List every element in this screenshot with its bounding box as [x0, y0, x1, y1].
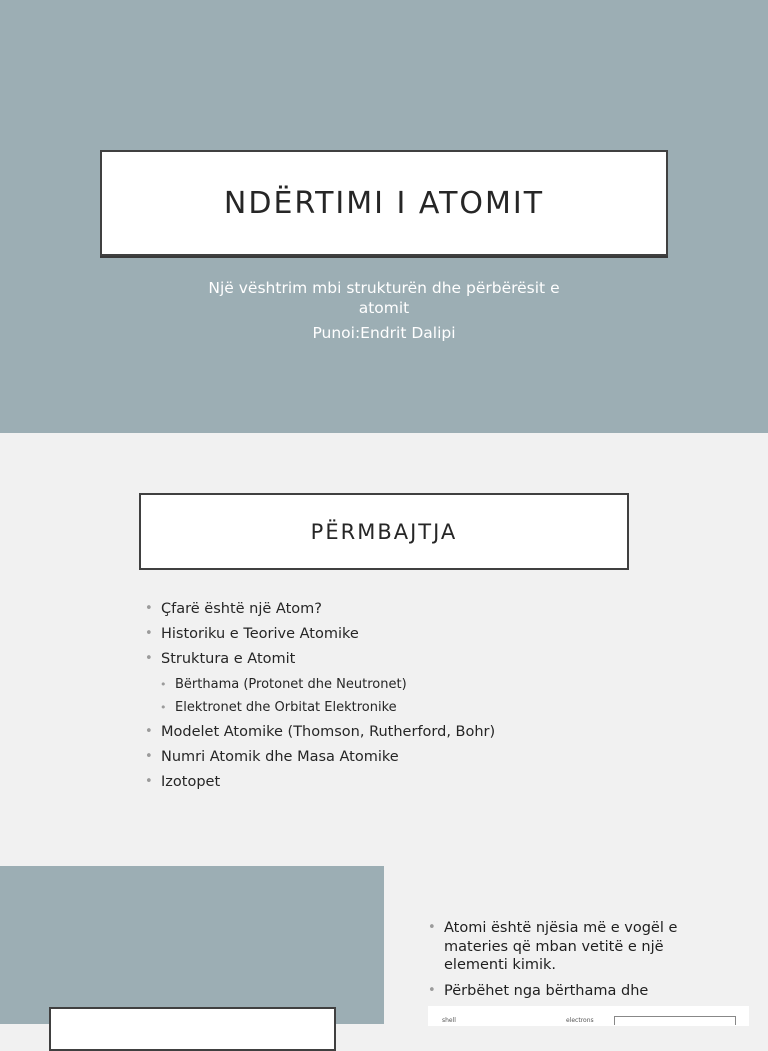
list-item-text: Bërthama (Protonet dhe Neutronet) [175, 676, 407, 692]
list-item [428, 919, 718, 975]
title-box [100, 150, 668, 256]
definition-list [428, 919, 718, 1007]
contents-heading: PËRMBAJTJA [310, 519, 458, 544]
list-item [145, 749, 705, 774]
bullet-icon: • [145, 651, 153, 667]
image-label: shell [442, 1017, 456, 1024]
contents-list [145, 601, 705, 799]
bullet-icon: • [145, 773, 153, 789]
bullet-icon: • [160, 701, 167, 715]
list-item-text: Struktura e Atomit [161, 651, 296, 668]
definition-slide [0, 866, 768, 1024]
list-item [145, 626, 705, 651]
list-item-text: Izotopet [161, 773, 221, 790]
heading-box [49, 1007, 336, 1051]
list-item [145, 601, 705, 626]
list-item-text: Çfarë është një Atom? [161, 601, 322, 617]
list-subitem [145, 677, 705, 701]
contents-heading-box [139, 493, 629, 570]
list-item-text: Elektronet dhe Orbitat Elektronike [175, 700, 397, 716]
bullet-icon: • [145, 601, 153, 616]
atom-diagram-image [428, 1006, 749, 1026]
contents-slide [0, 433, 768, 866]
image-label: electrons [566, 1017, 594, 1024]
list-item [145, 651, 705, 676]
left-panel [0, 866, 384, 1024]
slide-subtitle: Një vështrim mbi strukturën dhe përbërësit e atomit [208, 279, 560, 317]
bullet-icon: • [145, 626, 153, 642]
bullet-icon: • [160, 677, 167, 691]
bullet-icon: • [145, 748, 153, 764]
list-subitem [145, 700, 705, 724]
bullet-icon: • [145, 723, 153, 739]
title-slide [0, 0, 768, 433]
list-item [428, 982, 718, 1001]
list-item-text: Historiku e Teorive Atomike [161, 626, 359, 643]
list-item [145, 774, 705, 799]
list-item-text: Përbëhet nga bërthama dhe [444, 982, 649, 999]
list-item-text: Modelet Atomike (Thomson, Rutherford, Bohr) [161, 723, 496, 740]
list-item-text: Numri Atomik dhe Masa Atomike [161, 748, 399, 765]
list-item [145, 724, 705, 749]
list-item-text: Atomi është njësia më e vogël e materies që mban vetitë e një elementi kimik. [444, 920, 678, 973]
bullet-icon: • [428, 920, 436, 935]
slide-author: Punoi:Endrit Dalipi [312, 324, 456, 342]
bullet-icon: • [428, 982, 436, 998]
slide-title: NDËRTIMI I ATOMIT [223, 185, 545, 221]
